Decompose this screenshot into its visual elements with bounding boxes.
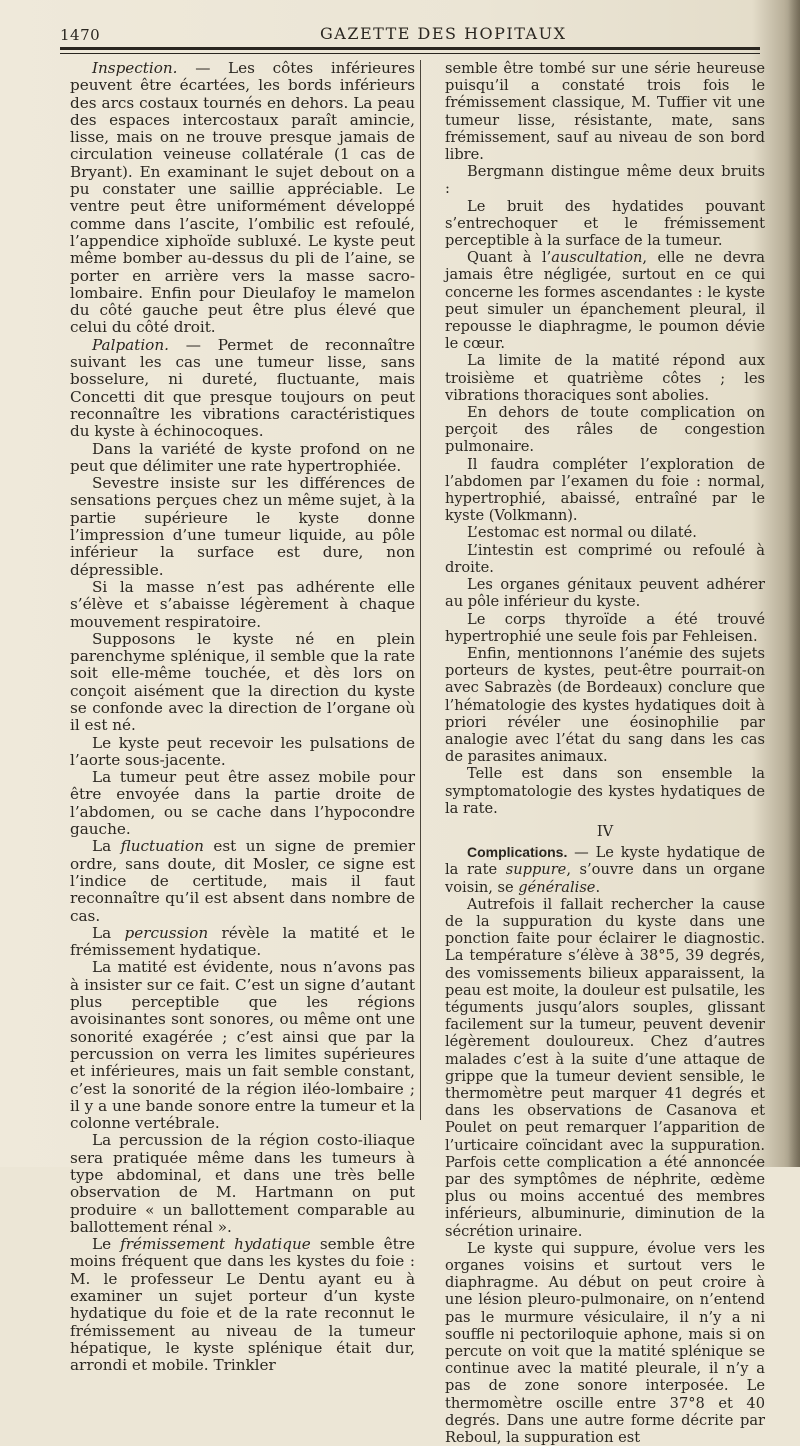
left-column [70, 60, 415, 1375]
paragraph: Le bruit des hydatides pouvant s’entrechoquer et le frémissement perceptible à la surface de la tumeur. [445, 197, 765, 250]
paragraph: La tumeur peut être assez mobile pour être envoyée dans la partie droite de l’abdomen, ou se cache dans l’hypocondre gauche. [70, 768, 415, 839]
paragraph: La percussion de la région costo-iliaque sera pratiquée même dans les tumeurs à type abdominal, et dans une très belle observation de M. Hartmann on put produire « un ballottement comparable au ballottement rénal ». [70, 1131, 415, 1236]
section-number: IV [596, 822, 614, 840]
paragraph: L’estomac est normal ou dilaté. [467, 524, 697, 542]
paragraph: Le kyste peut recevoir les pulsations de l’aorte sous-jacente. [70, 733, 415, 769]
paragraph: Enfin, mentionnons l’anémie des sujets porteurs de kystes, peut-être pourrait-on avec Sabrazès (de Bordeaux) conclure que l’hématologie des kystes hydatiques doit à priori révéler une éosinophilie par analogie avec l’état du sang dans les cas de parasites animaux. [445, 644, 765, 766]
page-number: 1470 [60, 26, 101, 44]
paragraph: Autrefois il fallait rechercher la cause de la suppuration du kyste dans une ponction faite pour éclairer le diagnostic. La température s’élève à 38°5, 39 degrés, des vomissements bilieux apparaissent, la peau est moite, la douleur est pulsatile, les téguments jusqu’alors souples, glissant facilement sur la tumeur, peuvent devenir légèrement douloureux. Chez d’autres malades c’est à la suite d’une attaque de grippe que la tumeur devient sensible, le thermomètre peut marquer 41 degrés et dans les observations de Casanova et Poulet on peut remarquer l’apparition de l’urticaire coïncidant avec la suppuration. Parfois cette complication a été annoncée par des symptômes de néphrite, œdème plus ou moins accentué des membres inférieurs, albuminurie, diminution de la sécrétion urinaire. [445, 895, 765, 1240]
paragraph-fremissement: Le frémissement hydatique semble être moins fréquent que dans les kystes du foie : M. le professeur Le Dentu ayant eu à examiner un sujet porteur d’un kyste hydatique du foie et de la rate reconnut le frémissement au niveau de la tumeur hépatique, le kyste splénique était dur, arrondi et mobile. Trinkler [70, 1235, 415, 1375]
page-header [60, 20, 760, 48]
paragraph-fluctuation: La fluctuation est un signe de premier ordre, sans doute, dit Mosler, ce signe est l’indice de certitude, mais il faut reconnaître qu’il est absent dans nombre de cas. [70, 837, 416, 925]
paragraph: L’intestin est comprimé ou refoulé à droite. [445, 541, 765, 576]
paragraph: Supposons le kyste né en plein parenchyme splénique, il semble que la rate soit elle-même touchée, et dès lors on conçoit aisément que la direction du kyste se confonde avec la direction de l’organe où il est né. [70, 629, 415, 735]
paragraph: La matité est évidente, nous n’avons pas à insister sur ce fait. C’est un signe d’autant plus perceptible que les régions avoisinantes sont sonores, ou même ont une sonorité exagérée ; c’est ainsi que par la percussion on verra les limites supérieures et inférieures, mais un fait semble constant, c’est la sonorité de la région iléo-lombaire ; il y a une bande sonore entre la tumeur et la colonne vertébrale. [70, 958, 415, 1133]
paragraph: Sevestre insiste sur les différences de sensations perçues chez un même sujet, à la partie supérieure le kyste donne l’impression d’une tumeur liquide, au pôle inférieur la surface est dure, non dépressible. [70, 474, 415, 579]
paragraph: Le kyste qui suppure, évolue vers les organes voisins et surtout vers le diaphragme. Au début on peut croire à une lésion pleuro-pulmonaire, on n’entend pas le murmure vésiculaire, il n’y a ni souffle ni pectoriloquie aphone, mais si on percute on voit que la matité splénique se continue avec la matité pleurale, il n’y a pas de zone sonore interposée. Le thermomètre oscille entre 37°8 et 40 degrés. Dans une autre forme décrite par Reboul, la suppuration est [445, 1239, 765, 1446]
column-divider [420, 60, 421, 1120]
paragraph: Le corps thyroïde a été trouvé hypertrophié une seule fois par Fehleisen. [445, 610, 765, 645]
journal-title: GAZETTE DES HOPITAUX [320, 24, 567, 43]
page-edge-shadow [788, 0, 800, 1167]
inspection-heading: Inspection. [92, 59, 178, 77]
paragraph: Il faudra compléter l’exploration de l’abdomen par l’examen du foie : normal, hypertrophié, abaissé, entraîné par le kyste (Volkmann). [445, 455, 765, 525]
paragraph: Telle est dans son ensemble la symptomatologie des kystes hydatiques de la rate. [445, 765, 765, 817]
paragraph: Dans la variété de kyste profond on ne peut que délimiter une rate hypertrophiée. [70, 439, 415, 475]
paragraph: Les organes génitaux peuvent adhérer au pôle inférieur du kyste. [445, 576, 765, 611]
paragraph: La limite de la matité répond aux troisième et quatrième côtes ; les vibrations thoraciques sont abolies. [445, 352, 765, 404]
paragraph: En dehors de toute complication on perçoit des râles de congestion pulmonaire. [445, 404, 765, 456]
paragraph: Si la masse n’est pas adhérente elle s’élève et s’abaisse légèrement à chaque mouvement respiratoire. [70, 577, 415, 631]
paragraph-complications: Complications. — Le kyste hydatique de la rate suppure, s’ouvre dans un organe voisin, se généralise. [445, 844, 766, 896]
complications-heading: Complications. [467, 844, 568, 861]
header-rule-thick [60, 47, 760, 50]
paragraph-palpation: Palpation. — Permet de reconnaître suivant les cas une tumeur lisse, sans bosselure, ni dureté, fluctuante, mais Concetti dit que presque toujours on peut reconnaître les vibrations caractéristiques du kyste à échinocoques. [70, 335, 415, 441]
paragraph-percussion: La percussion révèle la matité et le frémissement hydatique. [70, 923, 416, 960]
paragraph-inspection: Inspection. — Les côtes inférieures peuvent être écartées, les bords inférieurs des arcs costaux tournés en dehors. La peau des espaces intercostaux paraît amincie, lisse, mais on ne trouve presque jamais de circulation veineuse collatérale (1 cas de Bryant). En examinant le sujet debout on a pu constater une saillie appréciable. Le ventre peut être uniformément développé comme dans l’ascite, l’ombilic est refoulé, l’appendice xiphoïde subluxé. Le kyste peut même bomber au-dessus du pli de l’aine, se porter en arrière vers la masse sacro-lombaire. Enfin pour Dieulafoy le mamelon du côté gauche peut être plus élevé que celui du côté droit. [70, 59, 415, 337]
paragraph: Bergmann distingue même deux bruits : [445, 163, 765, 198]
palpation-heading: Palpation. [92, 335, 169, 354]
paragraph: semble être tombé sur une série heureuse puisqu’il a constaté trois fois le frémissement classique, M. Tuffier vit une tumeur lisse, résistante, mate, sans frémissement, sauf au niveau de son bord libre. [445, 60, 765, 164]
right-column [445, 60, 765, 1446]
header-rule-thin [60, 53, 760, 54]
paragraph-auscultation: Quant à l’auscultation, elle ne devra jamais être négligée, surtout en ce qui concerne les formes ascendantes : le kyste peut simuler un épanchement pleural, il repousse le diaphragme, le poumon dévie le cœur. [445, 249, 765, 353]
